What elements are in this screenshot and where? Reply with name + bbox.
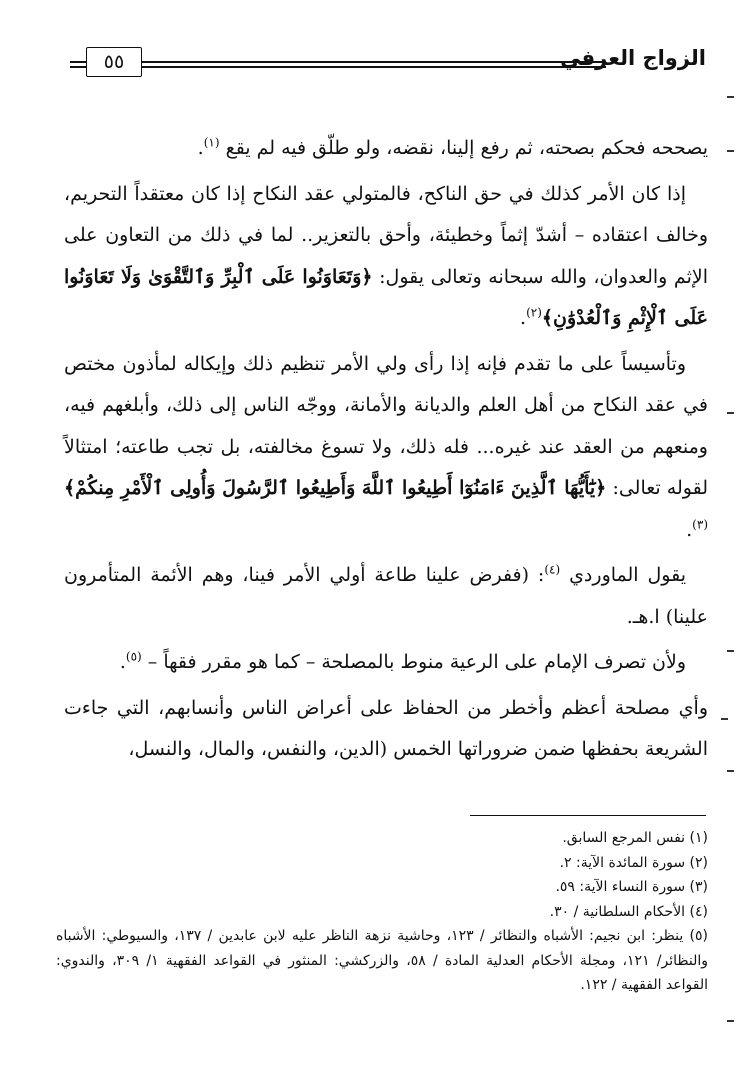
scan-mark (721, 718, 728, 720)
scan-mark (727, 1020, 734, 1022)
page-number-box (86, 47, 142, 77)
paragraph: وتأسيساً على ما تقدم فإنه إذا رأى ولي الأمر تنظيم ذلك وإيكاله لمأذون مختص في عقد النكاح من أهل العلم والديانة والأمانة، ووجّه الناس إلى ذلك، وأبلغهم فيه، ومنعهم من العقد عند غيره... فله ذلك، ولا تسوغ مخالفته، بل تجب طاعته؛ امتثالاً لقوله تعالى: ﴿يَٰٓأَيُّهَا ٱلَّذِينَ ءَامَنُوٓا أَطِيعُوا ٱللَّهَ وَأَطِيعُوا ٱلرَّسُولَ وَأُولِى ٱلْأَمْرِ مِنكُمْ﴾$^{(٣)}$. (64, 352, 708, 541)
page-number: ٥٥ (103, 51, 125, 73)
paragraph: وأي مصلحة أعظم وأخطر من الحفاظ على أعراض الناس وأنسابهم، التي جاءت الشريعة بحفظها ضمن ضروراتها الخمس (الدين، والنفس، والمال، والنسل، (64, 696, 708, 760)
quran-verse: ﴿يَٰٓأَيُّهَا ٱلَّذِينَ ءَامَنُوٓا أَطِيعُوا ٱللَّهَ وَأَطِيعُوا ٱلرَّسُولَ وَأُولِى ٱلْأَمْرِ مِنكُمْ﴾ (64, 477, 607, 499)
footnote: (١) نفس المرجع السابق. (562, 830, 708, 846)
footnote-ref: (٢) (526, 305, 542, 320)
scan-mark (727, 96, 734, 98)
footnote: (٣) سورة النساء الآية: ٥٩. (555, 879, 708, 895)
paragraph: إذا كان الأمر كذلك في حق الناكح، فالمتولي عقد النكاح إذا كان معتقداً التحريم، وخالف اعتقاده – أشدّ إثماً وخطيئة، وأحق بالتعزير.. لما في ذلك من التعاون على الإثم والعدوان، والله سبحانه وتعالى يقول: ﴿وَتَعَاوَنُوا عَلَى ٱلْبِرِّ وَٱلتَّقْوَىٰ وَلَا تَعَاوَنُوا عَلَى ٱلْإِثْمِ وَٱلْعُدْوَٰنِ﴾$^{(٢)}$. (64, 182, 708, 329)
page-header (62, 44, 706, 88)
paragraph: ولأن تصرف الإمام على الرعية منوط بالمصلحة – كما هو مقرر فقهاً – $^{(٥)}$. (119, 649, 686, 673)
footnote-ref: (٣) (692, 517, 708, 532)
footnote-separator (470, 815, 706, 816)
scan-mark (727, 650, 734, 652)
running-title: الزواج العرفي (560, 46, 706, 70)
header-rule (142, 61, 606, 68)
footnote: (٥) ينظر: ابن نجيم: الأشباه والنظائر / ١٢٣، وحاشية نزهة الناظر عليه لابن عابدين / ١٣٧، والسيوطي: الأشباه والنظائر/ ١٢١، ومجلة الأحكام العدلية المادة / ٥٨، والزركشي: المنثور في القواعد الفقهية ١/ ٣٠٩، والندوي: القواعد الفقهية / ١٢٢. (56, 928, 708, 993)
paragraph: يصححه فحكم بصحته، ثم رفع إلينا، نقضه، ولو طلّق فيه لم يقع $^{(١)}$. (197, 135, 708, 159)
paragraph: يقول الماوردي $^{(٤)}$: (ففرض علينا طاعة أولي الأمر فينا، وهم الأئمة المتأمرون علينا) ا.هـ. (64, 562, 708, 628)
footnote: (٢) سورة المائدة الآية: ٢. (559, 854, 708, 871)
footnotes (56, 826, 708, 998)
footnote-ref: (١) (203, 135, 220, 150)
footnote: (٤) الأحكام السلطانية / ٣٠. (549, 903, 708, 920)
footnote-ref: (٥) (125, 649, 142, 664)
scan-mark (727, 412, 734, 414)
quran-verse: ﴿وَتَعَاوَنُوا عَلَى ٱلْبِرِّ وَٱلتَّقْوَىٰ وَلَا تَعَاوَنُوا عَلَى ٱلْإِثْمِ وَٱلْعُدْوَٰنِ﴾ (64, 265, 708, 329)
main-text (64, 128, 708, 775)
footnote-ref: (٤) (544, 562, 561, 577)
header-rule-end (70, 61, 86, 68)
scan-mark (727, 770, 734, 772)
scan-mark (727, 150, 734, 152)
